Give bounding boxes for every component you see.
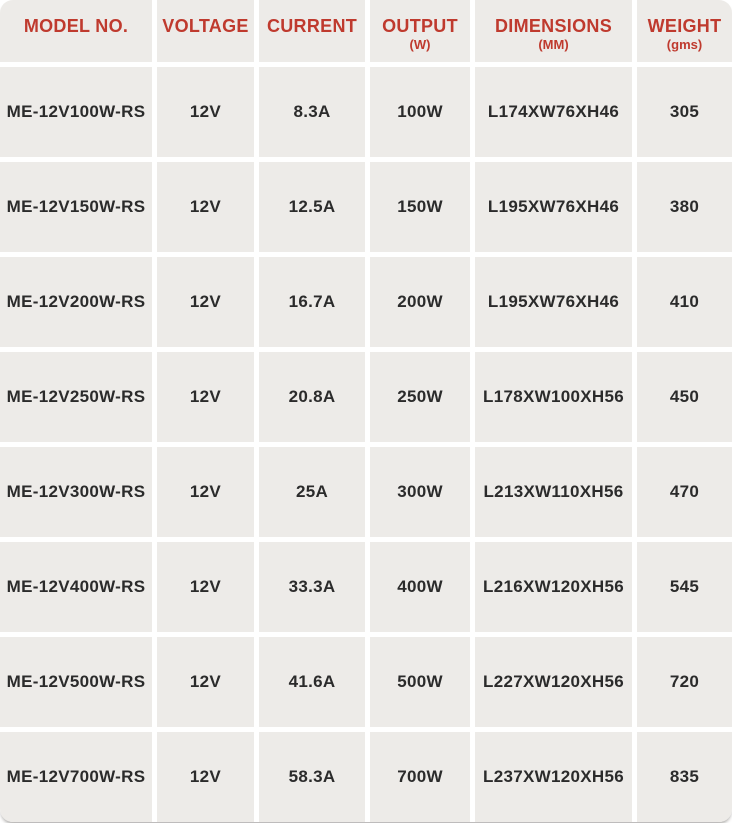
cell-weight-gms: 545 (637, 542, 732, 632)
cell-weight-gms: 380 (637, 162, 732, 252)
table-row (0, 162, 732, 252)
cell-voltage: 12V (157, 637, 254, 727)
cell-model-no: ME-12V700W-RS (0, 732, 152, 822)
column-header-label: CURRENT (266, 16, 358, 36)
cell-current: 12.5A (259, 162, 365, 252)
column-header-unit: (W) (409, 37, 431, 52)
cell-dimensions-mm: L237XW120XH56 (475, 732, 632, 822)
column-header-voltage (157, 0, 254, 62)
cell-output-w: 150W (370, 162, 470, 252)
table-row (0, 447, 732, 537)
column-header-label: OUTPUT (382, 16, 458, 36)
cell-dimensions-mm: L195XW76XH46 (475, 162, 632, 252)
cell-output-w: 300W (370, 447, 470, 537)
column-header-label: MODEL NO. (23, 16, 129, 36)
cell-weight-gms: 305 (637, 67, 732, 157)
column-header-unit: (gms) (666, 37, 703, 52)
cell-dimensions-mm: L174XW76XH46 (475, 67, 632, 157)
column-header-dimensions-mm (475, 0, 632, 62)
cell-voltage: 12V (157, 162, 254, 252)
table-row (0, 67, 732, 157)
cell-output-w: 500W (370, 637, 470, 727)
cell-voltage: 12V (157, 352, 254, 442)
cell-dimensions-mm: L178XW100XH56 (475, 352, 632, 442)
cell-current: 8.3A (259, 67, 365, 157)
cell-weight-gms: 450 (637, 352, 732, 442)
cell-current: 41.6A (259, 637, 365, 727)
column-header-weight-gms (637, 0, 732, 62)
cell-voltage: 12V (157, 67, 254, 157)
cell-dimensions-mm: L195XW76XH46 (475, 257, 632, 347)
table-header-row (0, 0, 732, 62)
cell-model-no: ME-12V200W-RS (0, 257, 152, 347)
table-row (0, 257, 732, 347)
cell-model-no: ME-12V250W-RS (0, 352, 152, 442)
table-row (0, 732, 732, 822)
cell-model-no: ME-12V150W-RS (0, 162, 152, 252)
cell-output-w: 700W (370, 732, 470, 822)
cell-voltage: 12V (157, 732, 254, 822)
cell-dimensions-mm: L227XW120XH56 (475, 637, 632, 727)
cell-model-no: ME-12V500W-RS (0, 637, 152, 727)
column-header-label: WEIGHT (647, 16, 722, 36)
cell-model-no: ME-12V100W-RS (0, 67, 152, 157)
table-row (0, 352, 732, 442)
cell-output-w: 250W (370, 352, 470, 442)
column-header-label: DIMENSIONS (494, 16, 612, 36)
cell-model-no: ME-12V400W-RS (0, 542, 152, 632)
cell-output-w: 100W (370, 67, 470, 157)
cell-output-w: 200W (370, 257, 470, 347)
cell-weight-gms: 410 (637, 257, 732, 347)
column-header-unit: (MM) (538, 37, 569, 52)
cell-voltage: 12V (157, 447, 254, 537)
cell-dimensions-mm: L213XW110XH56 (475, 447, 632, 537)
cell-weight-gms: 720 (637, 637, 732, 727)
cell-current: 58.3A (259, 732, 365, 822)
column-header-current (259, 0, 365, 62)
cell-model-no: ME-12V300W-RS (0, 447, 152, 537)
cell-current: 25A (259, 447, 365, 537)
column-header-model-no (0, 0, 152, 62)
table-row (0, 637, 732, 727)
cell-dimensions-mm: L216XW120XH56 (475, 542, 632, 632)
cell-voltage: 12V (157, 257, 254, 347)
cell-voltage: 12V (157, 542, 254, 632)
cell-output-w: 400W (370, 542, 470, 632)
table-row (0, 542, 732, 632)
cell-weight-gms: 470 (637, 447, 732, 537)
cell-current: 33.3A (259, 542, 365, 632)
column-header-output-w (370, 0, 470, 62)
cell-current: 16.7A (259, 257, 365, 347)
cell-weight-gms: 835 (637, 732, 732, 822)
column-header-label: VOLTAGE (162, 16, 249, 36)
cell-current: 20.8A (259, 352, 365, 442)
